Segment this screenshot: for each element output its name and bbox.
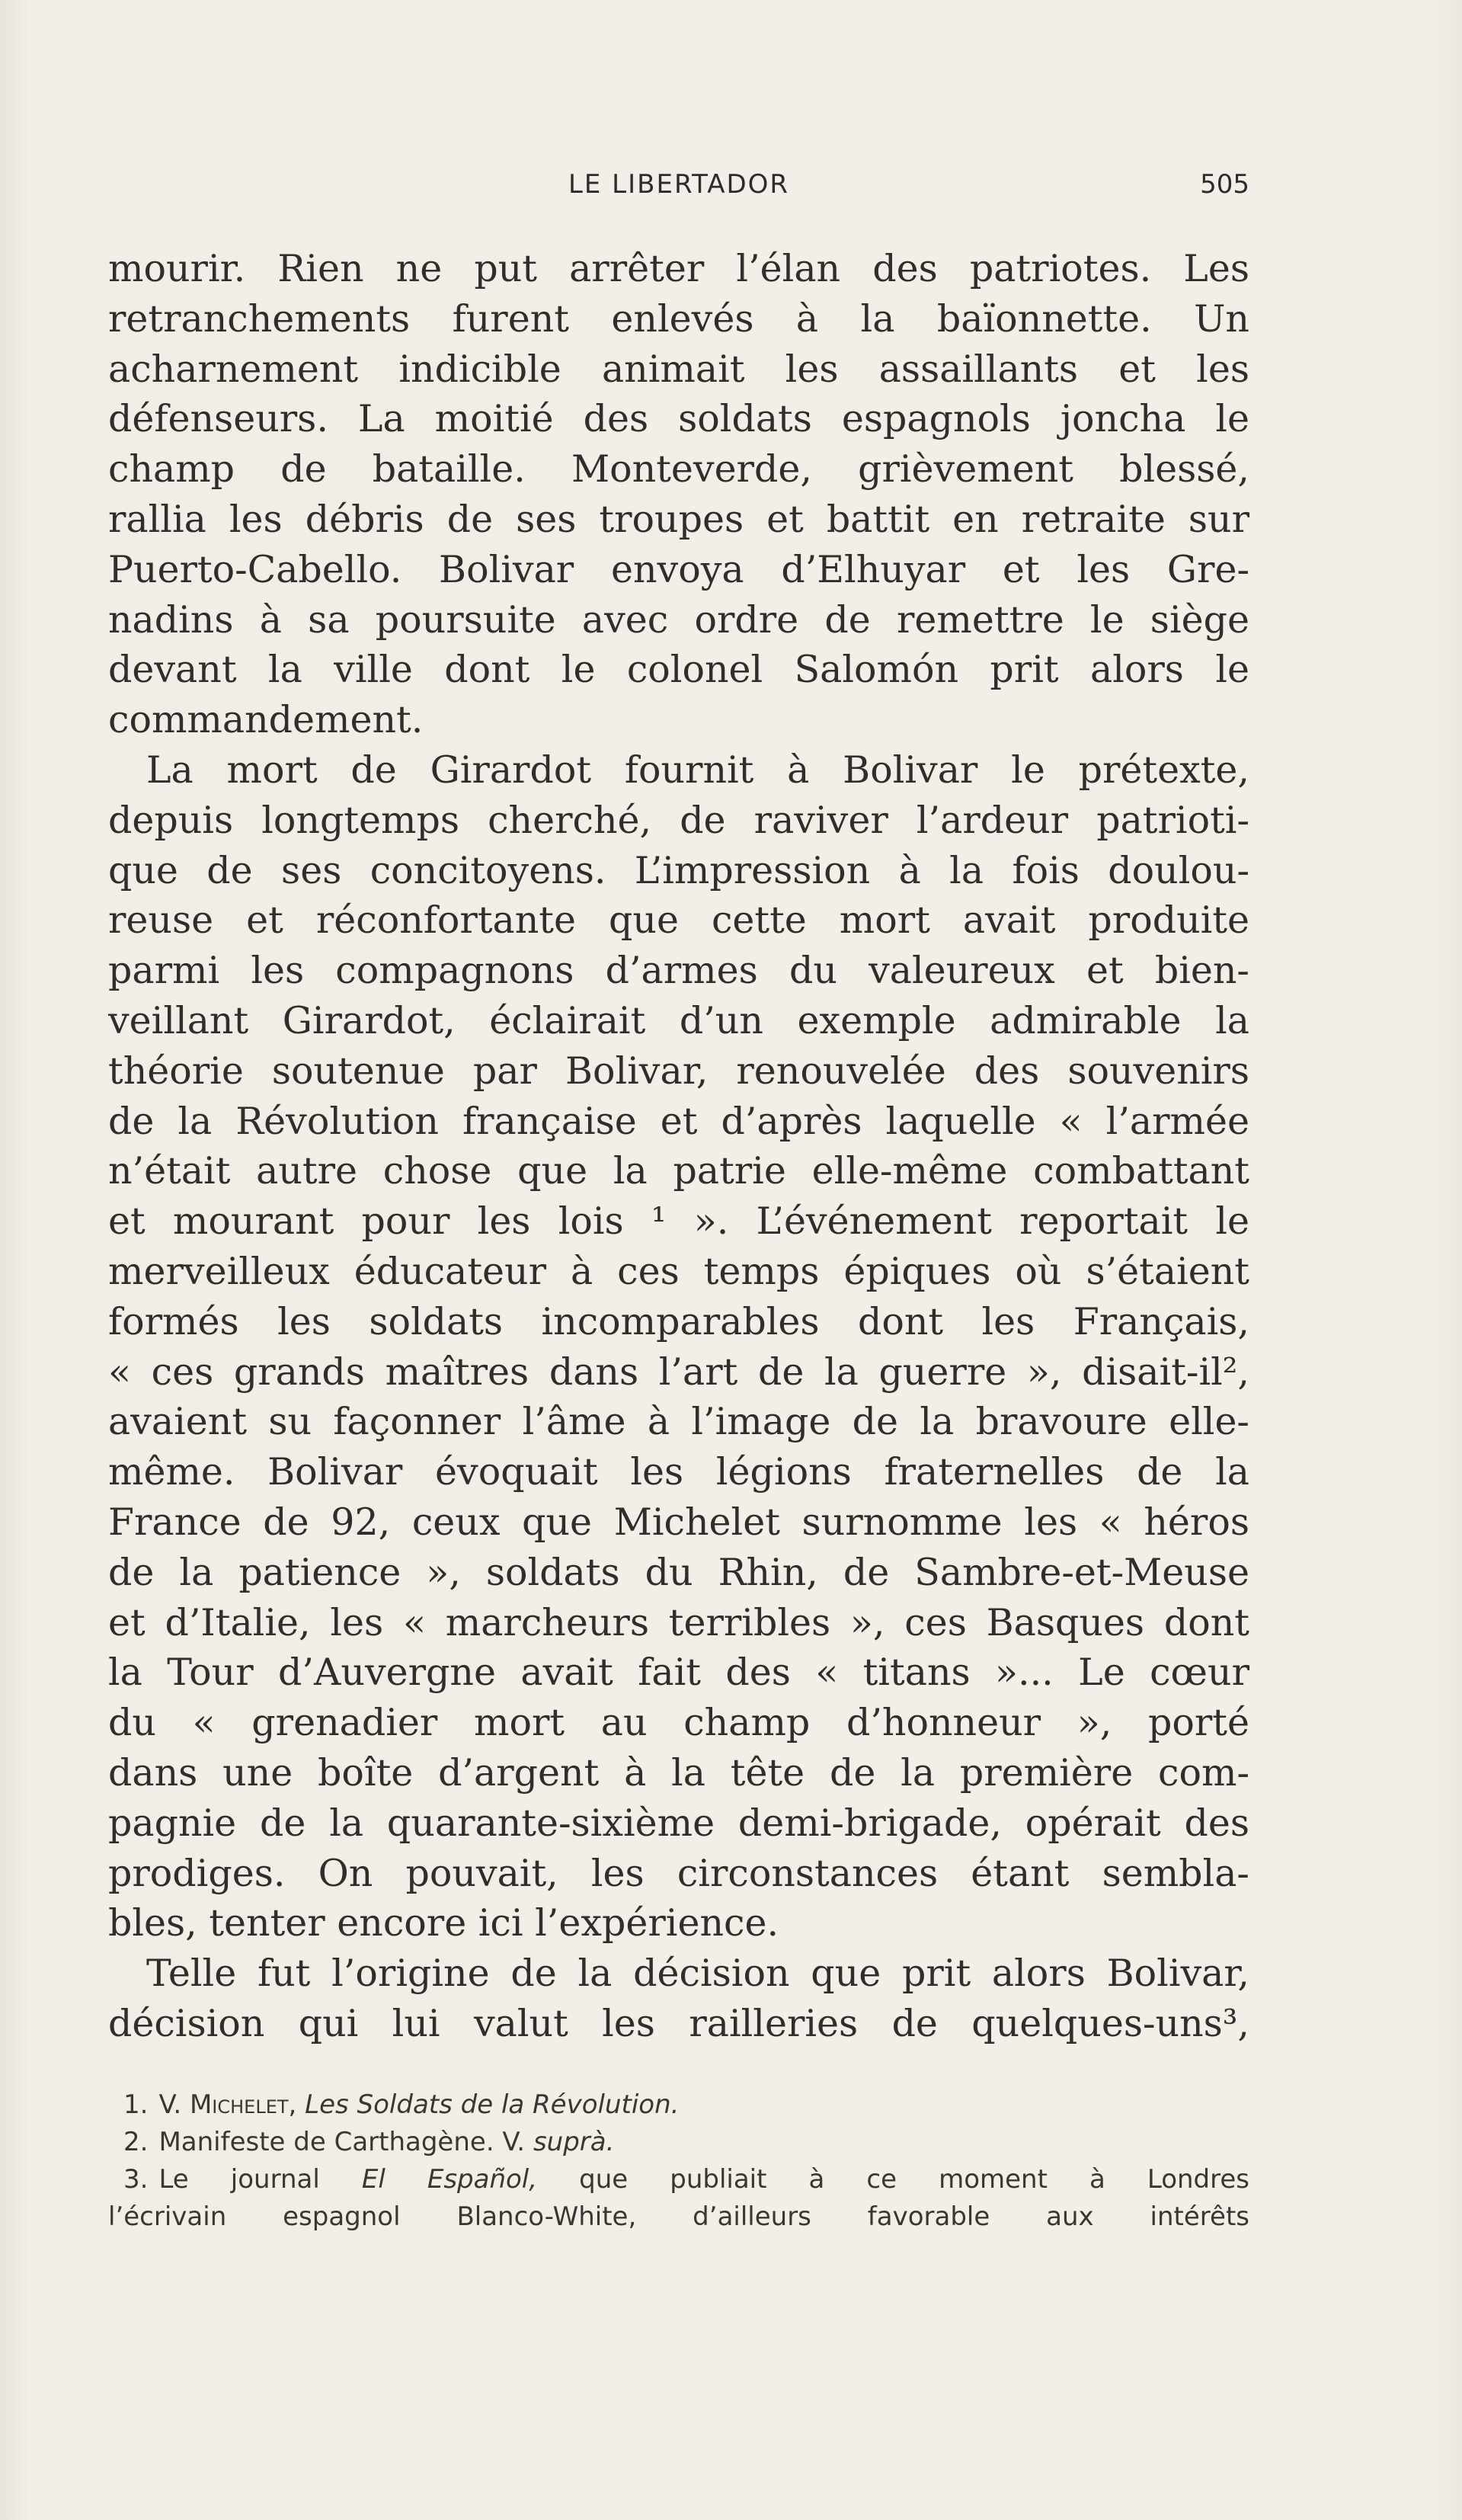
- text-line: bles, tenter encore ici l’expérience.: [108, 1901, 779, 1945]
- page-header: [108, 169, 1249, 207]
- text-line: merveilleux éducateur à ces temps épiques où s’étaient: [108, 1249, 1249, 1293]
- footnote-ref: suprà.: [533, 2127, 615, 2157]
- footnote-1: [108, 2086, 1249, 2124]
- text-line: défenseurs. La moitié des soldats espagnols joncha le: [108, 397, 1249, 441]
- text-line: rallia les débris de ses troupes et battit en retraite sur: [108, 497, 1249, 541]
- text-line: formés les soldats incomparables dont les Français,: [108, 1299, 1249, 1343]
- text-line: La mort de Girardot fournit à Bolivar le prétexte,: [146, 748, 1249, 792]
- text-line: France de 92, ceux que Michelet surnomme les « héros: [108, 1500, 1249, 1544]
- text-line: devant la ville dont le colonel Salomón prit alors le: [108, 648, 1249, 692]
- text-line: décision qui lui valut les railleries de quelques-uns³,: [108, 2001, 1249, 2045]
- footnote-text: Le journal: [158, 2164, 320, 2195]
- text-line: prodiges. On pouvait, les circonstances étant sembla-: [108, 1851, 1249, 1895]
- text-line: dans une boîte d’argent à la tête de la première com-: [108, 1750, 1249, 1795]
- text-line: même. Bolivar évoquait les légions fraternelles de la: [108, 1450, 1249, 1494]
- footnote-author: V. Michelet,: [158, 2089, 297, 2120]
- footnote-3-continued: l’écrivain espagnol Blanco-White, d’ailleurs favorable aux intérêts: [108, 2201, 1249, 2232]
- text-line: parmi les compagnons d’armes du valeureux et bien-: [108, 949, 1249, 993]
- text-line: veillant Girardot, éclairait d’un exemple admirable la: [108, 998, 1249, 1042]
- text-line: retranchements furent enlevés à la baïonnette. Un: [108, 296, 1249, 341]
- text-line: commandement.: [108, 698, 424, 742]
- text-line: nadins à sa poursuite avec ordre de remettre le siège: [108, 597, 1249, 642]
- footnotes: [108, 2086, 1249, 2236]
- text-line: et mourant pour les lois ¹ ». L’événement reportait le: [108, 1199, 1249, 1244]
- text-line: du « grenadier mort au champ d’honneur », porté: [108, 1701, 1249, 1745]
- footnote-number: 2.: [123, 2127, 149, 2157]
- footnote-3: [108, 2161, 1249, 2198]
- text-line: que de ses concitoyens. L’impression à la fois doulou-: [108, 848, 1249, 892]
- footnote-number: 1.: [123, 2089, 149, 2120]
- text-line: acharnement indicible animait les assaillants et les: [108, 347, 1249, 391]
- running-title: LE LIBERTADOR: [568, 169, 790, 200]
- text-line: la Tour d’Auvergne avait fait des « titans »... Le cœur: [108, 1651, 1249, 1695]
- page-number: 505: [1200, 169, 1249, 200]
- text-line: Puerto-Cabello. Bolivar envoya d’Elhuyar et les Gre-: [108, 547, 1249, 591]
- text-line: théorie soutenue par Bolivar, renouvelée des souvenirs: [108, 1049, 1249, 1093]
- text-line: avaient su façonner l’âme à l’image de la bravoure elle-: [108, 1400, 1249, 1444]
- text-line: pagnie de la quarante-sixième demi-brigade, opérait des: [108, 1801, 1249, 1845]
- footnote-text: que publiait à ce moment à Londres: [579, 2164, 1249, 2195]
- text-line: depuis longtemps cherché, de raviver l’ardeur patrioti-: [108, 798, 1249, 842]
- footnote-number: 3.: [123, 2164, 149, 2195]
- body-text: [108, 244, 1249, 2049]
- text-line: et d’Italie, les « marcheurs terribles », ces Basques dont: [108, 1600, 1249, 1644]
- text-line: Telle fut l’origine de la décision que prit alors Bolivar,: [146, 1952, 1249, 1996]
- footnote-title: Les Soldats de la Révolution.: [305, 2089, 680, 2120]
- text-line: « ces grands maîtres dans l’art de la guerre », disait-il²,: [108, 1350, 1249, 1394]
- footnote-text: Manifeste de Carthagène. V.: [158, 2127, 526, 2157]
- footnote-title: El Español,: [361, 2164, 538, 2195]
- text-line: mourir. Rien ne put arrêter l’élan des patriotes. Les: [108, 247, 1249, 290]
- text-line: reuse et réconfortante que cette mort avait produite: [108, 898, 1249, 943]
- text-line: champ de bataille. Monteverde, grièvement blessé,: [108, 447, 1249, 492]
- text-line: de la patience », soldats du Rhin, de Sambre-et-Meuse: [108, 1550, 1249, 1594]
- footnote-2: [108, 2124, 1249, 2161]
- text-line: de la Révolution française et d’après laquelle « l’armée: [108, 1099, 1249, 1143]
- text-line: n’était autre chose que la patrie elle-même combattant: [108, 1149, 1249, 1193]
